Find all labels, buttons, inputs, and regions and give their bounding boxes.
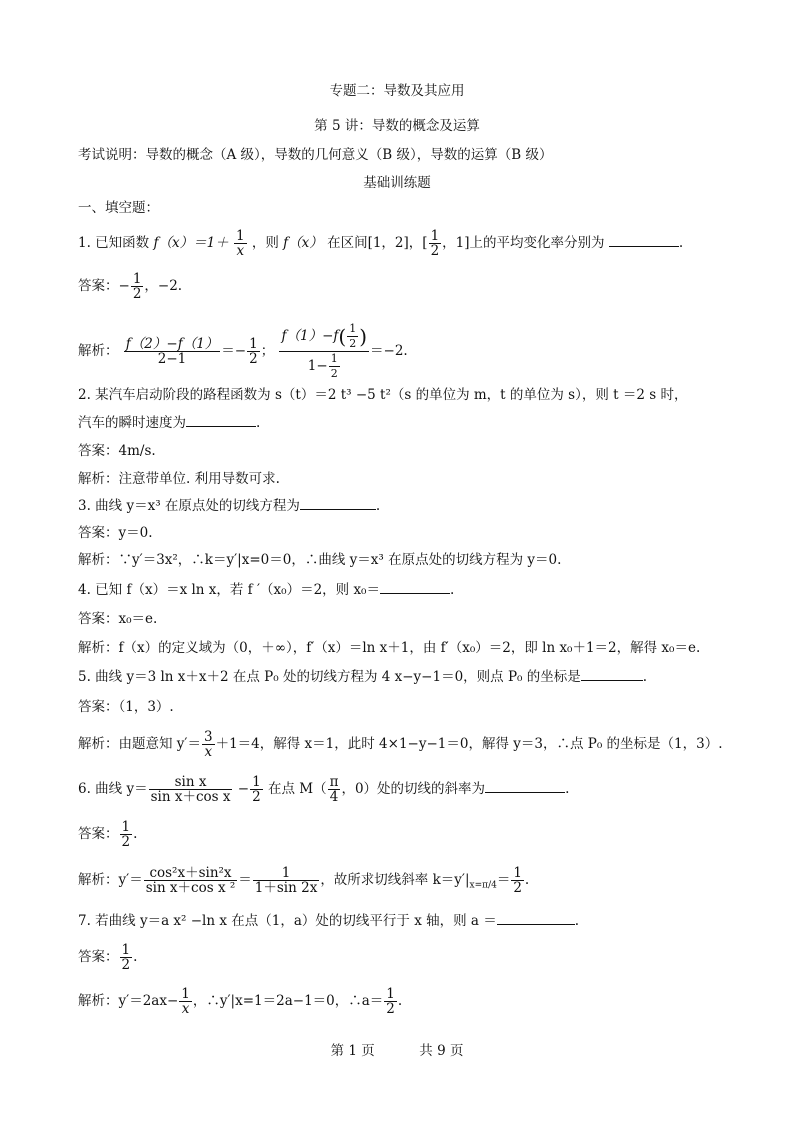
answer-7: 答案： $\frac{1}{2}$ .	[78, 942, 138, 973]
question-2-line-1: 2. 某汽车启动阶段的路程函数为 s（t）＝2 t³ −5 t²（s 的单位为 m，t 的单位为 s），则 t ＝2 s 时，	[78, 387, 688, 403]
answer-3: 答案：y＝0.	[78, 525, 153, 541]
answer-blank	[485, 780, 565, 793]
question-6: 6. 曲线 y＝ $\frac{\text{sin x}}{\text{sin x＋cos x}}$ − $\frac{1}{2}$ 在点 M（ $\frac{\pi}{4}$ ，0）处的切线的斜率为 .	[78, 774, 570, 805]
answer-2: 答案：4m/s.	[78, 443, 156, 459]
question-2-line-2: 汽车的瞬时速度为 .	[78, 415, 261, 431]
solution-5: 解析：由题意知 y′＝ $\frac{3}{x}$ ＋1＝4，解得 x＝1，此时 4×1−y−1＝0，解得 y＝3，∴点 P₀ 的坐标是（1，3）.	[78, 729, 723, 760]
solution-2: 解析：注意带单位. 利用导数可求.	[78, 471, 280, 487]
answer-6: 答案： $\frac{1}{2}$ .	[78, 819, 138, 850]
page-total: 共 9 页	[419, 1043, 464, 1059]
answer-blank	[581, 668, 643, 681]
answer-4: 答案：x₀＝e.	[78, 611, 158, 627]
solution-4: 解析：f（x）的定义域为（0，＋∞），f′（x）＝ln x＋1，由 f′（x₀）＝2，即 ln x₀＋1＝2，解得 x₀＝e.	[78, 640, 701, 656]
solution-3: 解析：∵y′＝3x²，∴k＝y′|x=0＝0，∴曲线 y＝x³ 在原点处的切线方程为 y＝0.	[78, 552, 562, 568]
question-4: 4. 已知 f（x）＝x ln x，若 f ′（x₀）＝2，则 x₀＝ .	[78, 582, 455, 598]
answer-1: 答案：− $\frac{1}{2}$ ，−2.	[78, 271, 183, 302]
answer-blank	[497, 912, 575, 925]
exam-note: 考试说明：导数的概念（A 级），导数的几何意义（B 级），导数的运算（B 级）	[78, 147, 553, 163]
solution-7: 解析：y′＝2ax− $\frac{1}{x}$ ，∴y′|x=1＝2a−1＝0，∴a＝ $\frac{1}{2}$ .	[78, 986, 403, 1017]
question-1: 1. 已知函数 f（x）＝1＋ $\frac{1}{x}$ ，则 f（x） 在区间[1，2]，[ $\frac{1}{2}$ ，1]上的平均变化率分别为 .	[78, 228, 684, 259]
section-title: 基础训练题	[363, 175, 431, 191]
answer-blank	[609, 234, 679, 247]
solution-1: 解析： $\frac{f(2)-f(1)}{2-1}$ ＝− $\frac{1}{2}$ ； f（1）−f( $\frac{1}{2}$ ) 1− $\frac{1}{2}$ ＝−2.	[78, 322, 408, 380]
answer-blank	[186, 414, 256, 427]
answer-blank	[380, 581, 450, 594]
topic-title: 专题二：导数及其应用	[329, 83, 465, 99]
solution-6: 解析：y′＝ $\frac{\text{cos²x＋sin²x}}{\text{sin x＋cos x ²}}$ ＝ $\frac{1}{1+\sin 2x}$ ，故所求切线斜率 $k=y'|_{x=\pi/4}=$ $\frac{1}{2}$ .	[78, 865, 530, 896]
part-title: 一、填空题：	[78, 200, 159, 216]
question-7: 7. 若曲线 y＝a x² −ln x 在点（1，a）处的切线平行于 x 轴，则 a ＝ .	[78, 913, 580, 929]
page-footer	[0, 1042, 794, 1060]
lecture-title: 第 5 讲：导数的概念及运算	[314, 118, 480, 134]
answer-blank	[300, 497, 376, 510]
page-number: 第 1 页	[330, 1043, 375, 1059]
answer-5: 答案：（1，3）.	[78, 699, 174, 715]
question-3: 3. 曲线 y＝x³ 在原点处的切线方程为 .	[78, 498, 381, 514]
question-5: 5. 曲线 y＝3 ln x＋x＋2 在点 P₀ 处的切线方程为 4 x−y−1＝0，则点 P₀ 的坐标是 .	[78, 669, 648, 685]
